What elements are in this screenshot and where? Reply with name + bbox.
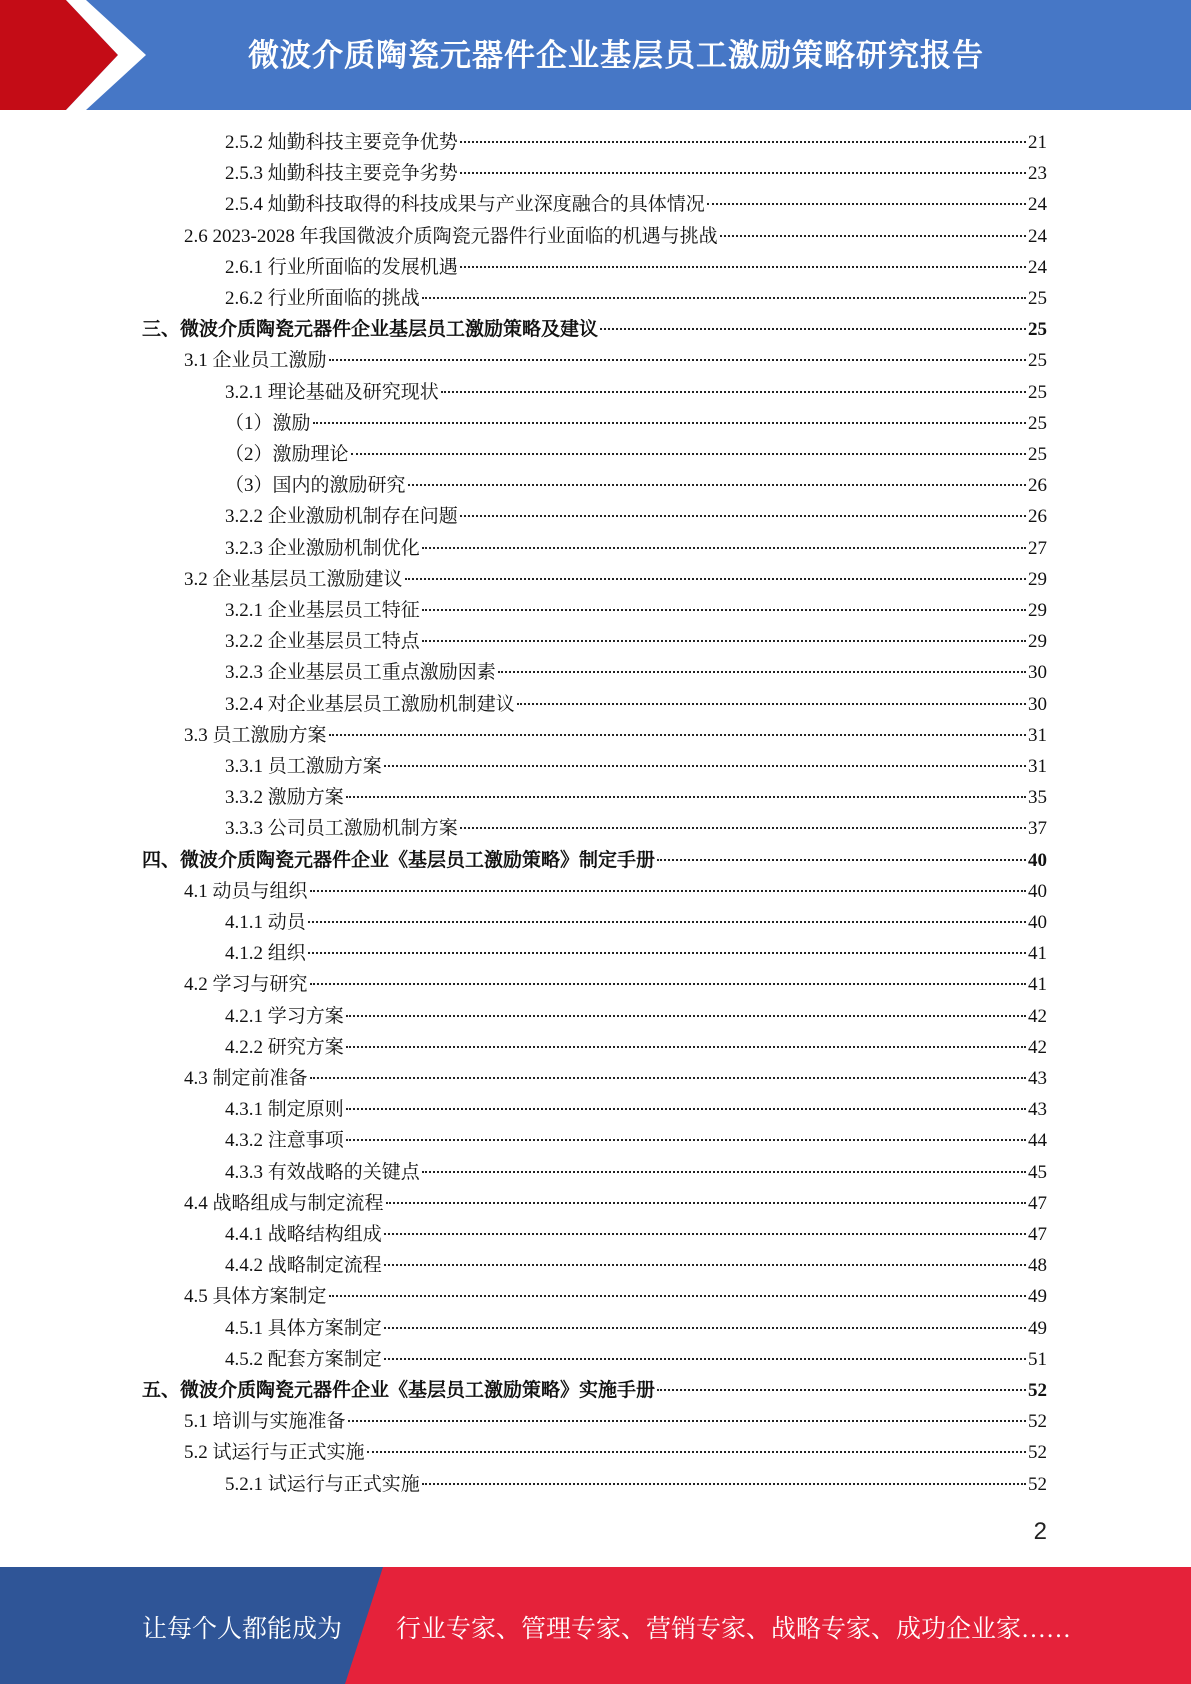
toc-entry-page: 24	[1028, 256, 1047, 278]
toc-entry-label: 3.2.1 理论基础及研究现状	[225, 381, 439, 403]
toc-dot-leader	[308, 952, 1026, 954]
toc-dot-leader	[384, 1264, 1026, 1266]
toc-entry-page: 52	[1028, 1411, 1047, 1433]
toc-dot-leader	[422, 609, 1026, 611]
toc-dot-leader	[308, 921, 1026, 923]
page-footer	[0, 1567, 1191, 1684]
toc-entry-label: （3）国内的激励研究	[225, 475, 406, 497]
toc-entry-page: 35	[1028, 787, 1047, 809]
toc-dot-leader	[346, 1139, 1026, 1141]
toc-dot-leader	[408, 484, 1026, 486]
toc-entry-page: 23	[1028, 163, 1047, 185]
footer-slogan-left: 让每个人都能成为	[142, 1616, 343, 1643]
toc-entry-label: 4.5.1 具体方案制定	[225, 1317, 382, 1339]
toc-entry[interactable]	[225, 534, 1047, 564]
toc-entry[interactable]	[142, 315, 1047, 345]
toc-dot-leader	[422, 547, 1026, 549]
toc-entry-label: 2.5.4 灿勤科技取得的科技成果与产业深度融合的具体情况	[225, 194, 705, 216]
toc-entry-label: 4.2.2 研究方案	[225, 1036, 344, 1058]
toc-entry-label: 2.5.2 灿勤科技主要竞争优势	[225, 132, 458, 153]
report-title: 微波介质陶瓷元器件企业基层员工激励策略研究报告	[248, 38, 984, 73]
toc-entry-page: 29	[1028, 568, 1047, 590]
toc-entry-page: 43	[1028, 1068, 1047, 1089]
toc-entry[interactable]	[225, 658, 1047, 688]
toc-entry[interactable]	[184, 565, 1047, 595]
toc-entry-label: 4.1 动员与组织	[184, 880, 308, 902]
toc-entry-label: 3.1 企业员工激励	[184, 350, 327, 372]
toc-entry[interactable]	[225, 1002, 1047, 1032]
toc-dot-leader	[498, 671, 1026, 673]
toc-dot-leader	[460, 172, 1026, 174]
toc-entry-label: 5.2.1 试运行与正式实施	[225, 1473, 420, 1495]
toc-entry-label: 4.5 具体方案制定	[184, 1286, 327, 1308]
toc-dot-leader	[720, 235, 1026, 237]
toc-entry-page: 40	[1028, 849, 1047, 871]
toc-entry-label: （1）激励	[225, 412, 311, 434]
toc-entry-label: 2.5.3 灿勤科技主要竞争劣势	[225, 163, 458, 185]
toc-entry[interactable]	[142, 846, 1047, 876]
toc-entry[interactable]	[184, 1064, 1047, 1094]
toc-entry[interactable]	[225, 128, 1047, 158]
toc-dot-leader	[386, 1202, 1026, 1204]
toc-dot-leader	[405, 578, 1026, 580]
toc-entry-label: 三、微波介质陶瓷元器件企业基层员工激励策略及建议	[142, 319, 599, 341]
toc-entry-label: 5.2 试运行与正式实施	[184, 1442, 365, 1464]
toc-entry-label: 4.3 制定前准备	[184, 1068, 308, 1089]
toc-entry[interactable]	[225, 1314, 1047, 1344]
toc-entry-page: 42	[1028, 1005, 1047, 1027]
toc-entry-page: 21	[1028, 132, 1047, 153]
toc-dot-leader	[657, 1389, 1026, 1391]
toc-dot-leader	[351, 453, 1026, 455]
toc-entry[interactable]	[184, 1407, 1047, 1437]
toc-entry-label: 3.2.2 企业激励机制存在问题	[225, 506, 458, 528]
toc-entry-page: 42	[1028, 1036, 1047, 1058]
toc-dot-leader	[384, 1358, 1026, 1360]
toc-entry[interactable]	[184, 970, 1047, 1000]
toc-dot-leader	[460, 827, 1026, 829]
toc-entry-page: 45	[1028, 1161, 1047, 1183]
toc-dot-leader	[422, 640, 1026, 642]
toc-entry-label: 五、微波介质陶瓷元器件企业《基层员工激励策略》实施手册	[142, 1380, 656, 1401]
toc-entry-label: 2.6.2 行业所面临的挑战	[225, 288, 420, 309]
toc-dot-leader	[422, 297, 1026, 299]
toc-entry[interactable]	[225, 1095, 1047, 1125]
toc-dot-leader	[310, 983, 1026, 985]
toc-entry-label: 4.4.1 战略结构组成	[225, 1224, 382, 1245]
toc-dot-leader	[346, 1108, 1026, 1110]
toc-entry[interactable]	[225, 783, 1047, 813]
toc-entry[interactable]	[184, 877, 1047, 907]
toc-entry[interactable]	[225, 627, 1047, 657]
toc-entry-label: 4.5.2 配套方案制定	[225, 1348, 382, 1370]
toc-entry-page: 52	[1028, 1380, 1047, 1401]
toc-dot-leader	[600, 328, 1026, 330]
toc-dot-leader	[346, 1015, 1026, 1017]
toc-entry[interactable]	[184, 346, 1047, 376]
toc-entry-label: 4.2 学习与研究	[184, 974, 308, 996]
toc-dot-leader	[441, 391, 1026, 393]
page-number: 2	[1033, 1518, 1047, 1545]
toc-dot-leader	[329, 359, 1026, 361]
toc-entry-label: 2.6 2023-2028 年我国微波介质陶瓷元器件行业面临的机遇与挑战	[184, 225, 718, 247]
toc-entry[interactable]	[225, 690, 1047, 720]
toc-entry-page: 47	[1028, 1224, 1047, 1245]
toc-entry-page: 31	[1028, 756, 1047, 777]
toc-dot-leader	[310, 1077, 1026, 1079]
toc-entry-page: 25	[1028, 350, 1047, 372]
toc-dot-leader	[517, 703, 1026, 705]
toc-entry-label: 3.3.2 激励方案	[225, 787, 344, 809]
toc-entry-label: 3.3.1 员工激励方案	[225, 756, 382, 777]
toc-entry-page: 44	[1028, 1130, 1047, 1152]
toc-entry-page: 25	[1028, 319, 1047, 341]
toc-entry[interactable]	[184, 721, 1047, 751]
toc-entry-page: 49	[1028, 1317, 1047, 1339]
toc-entry[interactable]	[225, 440, 1047, 470]
toc-entry[interactable]	[225, 1033, 1047, 1063]
toc-dot-leader	[657, 859, 1026, 861]
toc-entry-page: 31	[1028, 724, 1047, 746]
toc-entry[interactable]	[225, 1345, 1047, 1375]
toc-dot-leader	[707, 203, 1026, 205]
toc-entry[interactable]	[225, 939, 1047, 969]
toc-dot-leader	[310, 890, 1026, 892]
toc-entry-page: 52	[1028, 1473, 1047, 1495]
toc-dot-leader	[384, 765, 1026, 767]
toc-entry-page: 48	[1028, 1255, 1047, 1277]
toc-entry-page: 29	[1028, 600, 1047, 621]
toc-entry-label: 4.4 战略组成与制定流程	[184, 1192, 384, 1214]
toc-dot-leader	[384, 1233, 1026, 1235]
toc-entry-page: 40	[1028, 912, 1047, 933]
toc-entry[interactable]	[225, 1251, 1047, 1281]
toc-entry-page: 24	[1028, 194, 1047, 216]
toc-dot-leader	[460, 141, 1026, 143]
toc-entry-label: 4.3.1 制定原则	[225, 1099, 344, 1121]
toc-dot-leader	[384, 1327, 1026, 1329]
toc-entry-label: （2）激励理论	[225, 444, 349, 465]
toc-entry-page: 51	[1028, 1348, 1047, 1370]
toc-entry[interactable]	[225, 471, 1047, 501]
toc-dot-leader	[460, 515, 1026, 517]
toc-entry-page: 30	[1028, 693, 1047, 715]
toc-entry-label: 3.2.2 企业基层员工特点	[225, 631, 420, 653]
toc-entry-page: 41	[1028, 943, 1047, 965]
toc-entry-page: 52	[1028, 1442, 1047, 1464]
toc-entry-page: 37	[1028, 818, 1047, 840]
toc-dot-leader	[422, 1171, 1026, 1173]
toc-entry-page: 27	[1028, 537, 1047, 559]
toc-entry-page: 29	[1028, 631, 1047, 653]
toc-entry-label: 3.3.3 公司员工激励机制方案	[225, 818, 458, 840]
toc-entry-page: 25	[1028, 444, 1047, 465]
toc-entry-label: 4.1.2 组织	[225, 943, 306, 965]
toc-entry-page: 41	[1028, 974, 1047, 996]
toc-entry-page: 40	[1028, 880, 1047, 902]
toc-dot-leader	[329, 734, 1026, 736]
toc-dot-leader	[367, 1451, 1026, 1453]
page-header	[0, 0, 1191, 110]
toc-entry-label: 3.2.4 对企业基层员工激励机制建议	[225, 693, 515, 715]
toc-entry[interactable]	[225, 1126, 1047, 1156]
toc-entry[interactable]	[225, 908, 1047, 938]
toc-entry[interactable]	[184, 1282, 1047, 1312]
toc-entry-page: 49	[1028, 1286, 1047, 1308]
toc-entry[interactable]	[225, 159, 1047, 189]
toc-entry-label: 4.4.2 战略制定流程	[225, 1255, 382, 1277]
toc-entry-label: 5.1 培训与实施准备	[184, 1411, 346, 1433]
toc-entry-label: 4.3.3 有效战略的关键点	[225, 1161, 420, 1183]
toc-entry[interactable]	[184, 1189, 1047, 1219]
toc-entry-page: 26	[1028, 506, 1047, 528]
toc-entry-page: 26	[1028, 475, 1047, 497]
toc-dot-leader	[346, 1046, 1026, 1048]
toc-entry[interactable]	[225, 1220, 1047, 1250]
toc-dot-leader	[460, 266, 1026, 268]
toc-entry[interactable]	[225, 378, 1047, 408]
toc-entry-page: 25	[1028, 381, 1047, 403]
toc-dot-leader	[422, 1483, 1026, 1485]
toc-entry-label: 4.3.2 注意事项	[225, 1130, 344, 1152]
toc-entry-page: 43	[1028, 1099, 1047, 1121]
toc-entry-page: 25	[1028, 412, 1047, 434]
toc-entry[interactable]	[184, 222, 1047, 252]
toc-entry[interactable]	[225, 752, 1047, 782]
toc-entry[interactable]	[225, 190, 1047, 220]
toc-dot-leader	[313, 422, 1026, 424]
toc-entry[interactable]	[225, 1470, 1047, 1500]
toc-entry[interactable]	[142, 1376, 1047, 1406]
toc-dot-leader	[329, 1295, 1026, 1297]
toc-entry[interactable]	[225, 1158, 1047, 1188]
toc-entry-label: 四、微波介质陶瓷元器件企业《基层员工激励策略》制定手册	[142, 849, 656, 871]
toc-entry-page: 24	[1028, 225, 1047, 247]
toc-entry-page: 30	[1028, 662, 1047, 684]
toc-entry-label: 4.2.1 学习方案	[225, 1005, 344, 1027]
toc-entry[interactable]	[184, 1438, 1047, 1468]
footer-slogan-right: 行业专家、管理专家、营销专家、战略专家、成功企业家……	[396, 1616, 1072, 1643]
toc-entry[interactable]	[225, 596, 1047, 626]
toc-entry[interactable]	[225, 502, 1047, 532]
toc-entry-label: 4.1.1 动员	[225, 912, 306, 933]
toc-entry-label: 3.2.3 企业基层员工重点激励因素	[225, 662, 496, 684]
toc-dot-leader	[348, 1420, 1026, 1422]
toc-entry[interactable]	[225, 409, 1047, 439]
toc-entry-page: 47	[1028, 1192, 1047, 1214]
toc-entry[interactable]	[225, 284, 1047, 314]
toc-entry-label: 3.3 员工激励方案	[184, 724, 327, 746]
toc-entry-label: 2.6.1 行业所面临的发展机遇	[225, 256, 458, 278]
toc-entry[interactable]	[225, 253, 1047, 283]
toc-entry-label: 3.2.1 企业基层员工特征	[225, 600, 420, 621]
toc-entry-label: 3.2.3 企业激励机制优化	[225, 537, 420, 559]
toc-entry-label: 3.2 企业基层员工激励建议	[184, 568, 403, 590]
toc-dot-leader	[346, 796, 1026, 798]
toc-entry[interactable]	[225, 814, 1047, 844]
toc-entry-page: 25	[1028, 288, 1047, 309]
